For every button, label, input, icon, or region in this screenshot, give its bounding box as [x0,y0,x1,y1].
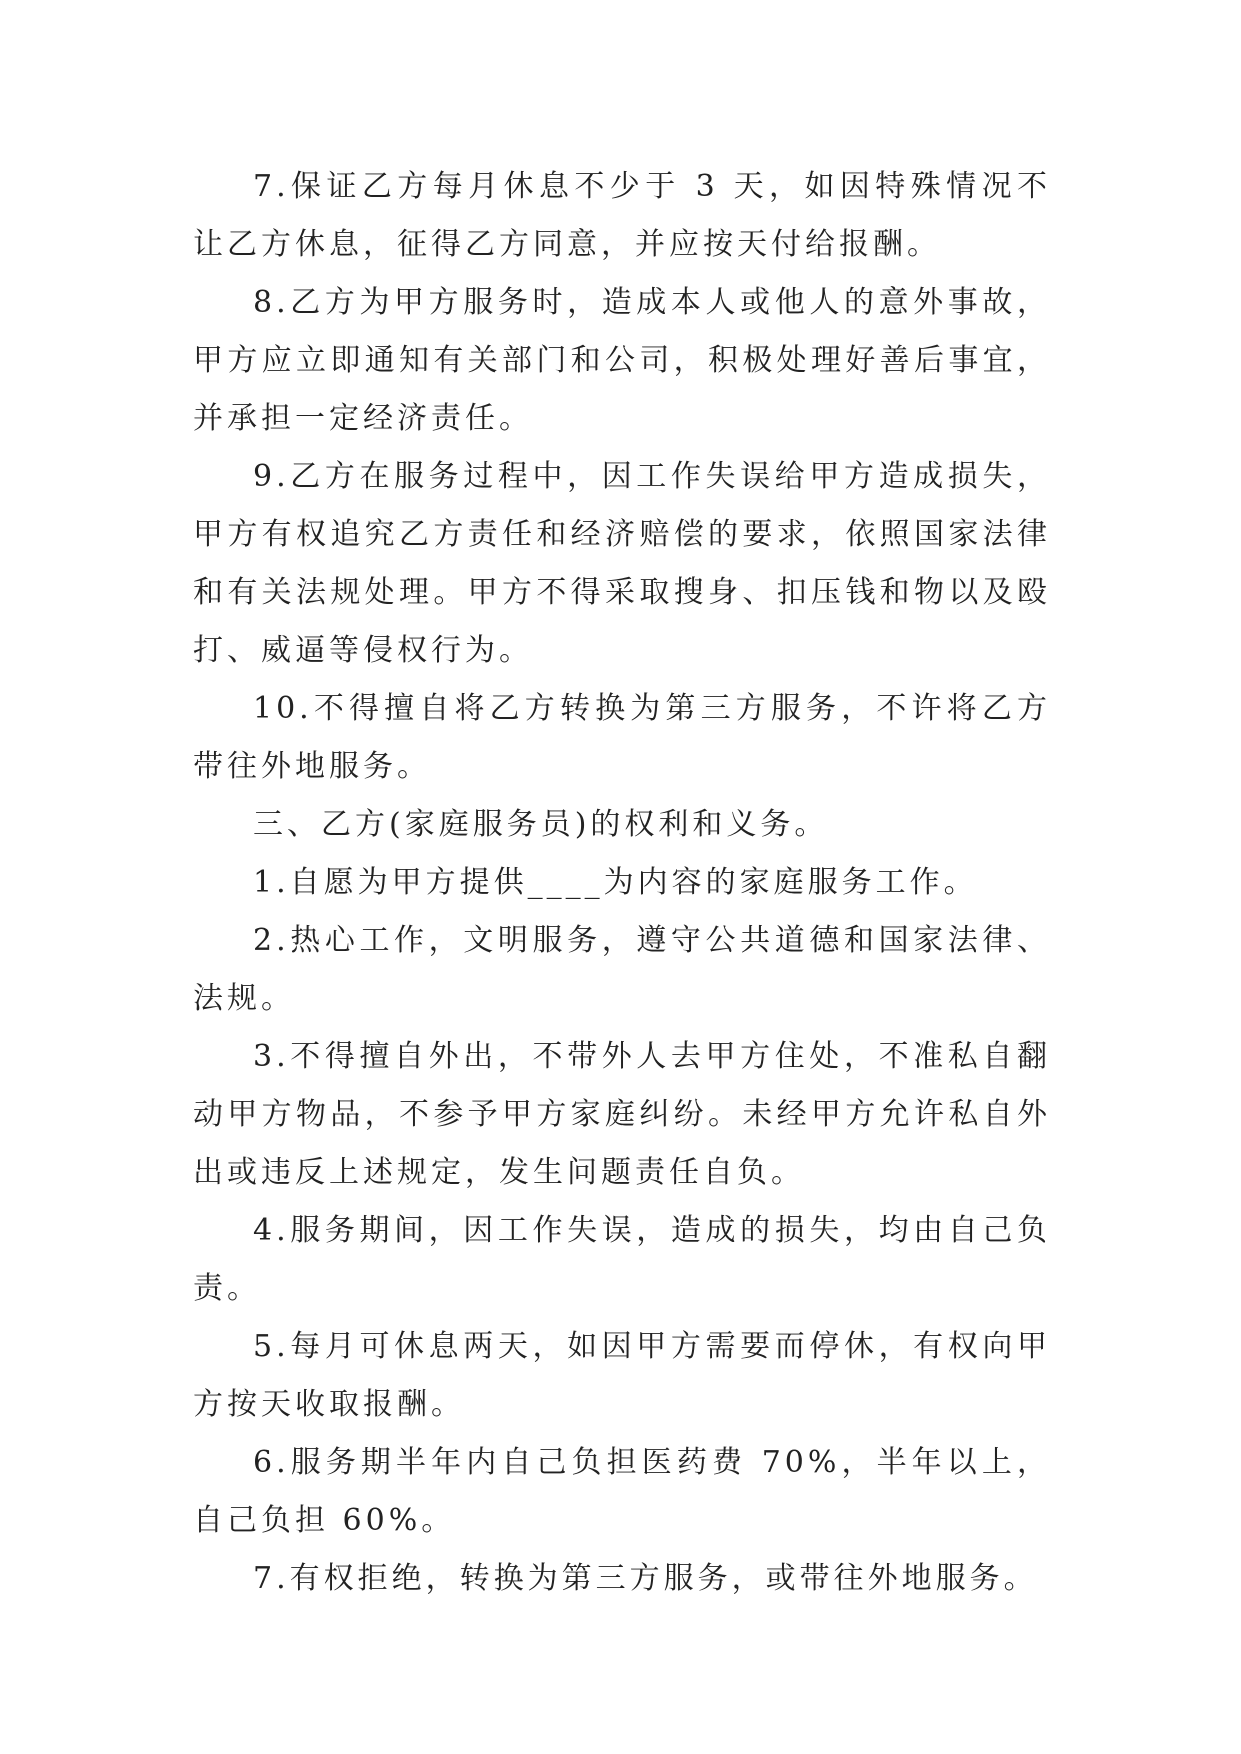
section-heading: 三、乙方(家庭服务员)的权利和义务。 [253,807,829,842]
paragraph: 3.不得擅自外出，不带外人去甲方住处，不准私自翻动甲方物品，不参予甲方家庭纠纷。未经甲方允许私自外出或违反上述规定，发生问题责任自负。 [193,1039,1051,1190]
paragraph: 4.服务期间，因工作失误，造成的损失，均由自己负责。 [193,1213,1051,1306]
paragraph: 7.保证乙方每月休息不少于 3 天，如因特殊情况不让乙方休息，征得乙方同意，并应按天付给报酬。 [193,169,1051,262]
paragraph: 2.热心工作，文明服务，遵守公共道德和国家法律、法规。 [193,923,1051,1016]
document-body [193,158,1051,1608]
paragraph: 9.乙方在服务过程中，因工作失误给甲方造成损失，甲方有权追究乙方责任和经济赔偿的要求，依照国家法律和有关法规处理。甲方不得采取搜身、扣压钱和物以及殴打、威逼等侵权行为。 [193,459,1051,668]
paragraph: 10.不得擅自将乙方转换为第三方服务，不许将乙方带往外地服务。 [193,691,1051,784]
paragraph: 1.自愿为甲方提供____为内容的家庭服务工作。 [253,865,978,900]
paragraph: 6.服务期半年内自己负担医药费 70%，半年以上，自己负担 60%。 [193,1445,1051,1538]
paragraph: 8.乙方为甲方服务时，造成本人或他人的意外事故，甲方应立即通知有关部门和公司，积极处理好善后事宜，并承担一定经济责任。 [193,285,1051,436]
paragraph: 5.每月可休息两天，如因甲方需要而停休，有权向甲方按天收取报酬。 [193,1329,1051,1422]
paragraph: 7.有权拒绝，转换为第三方服务，或带往外地服务。 [253,1561,1038,1596]
